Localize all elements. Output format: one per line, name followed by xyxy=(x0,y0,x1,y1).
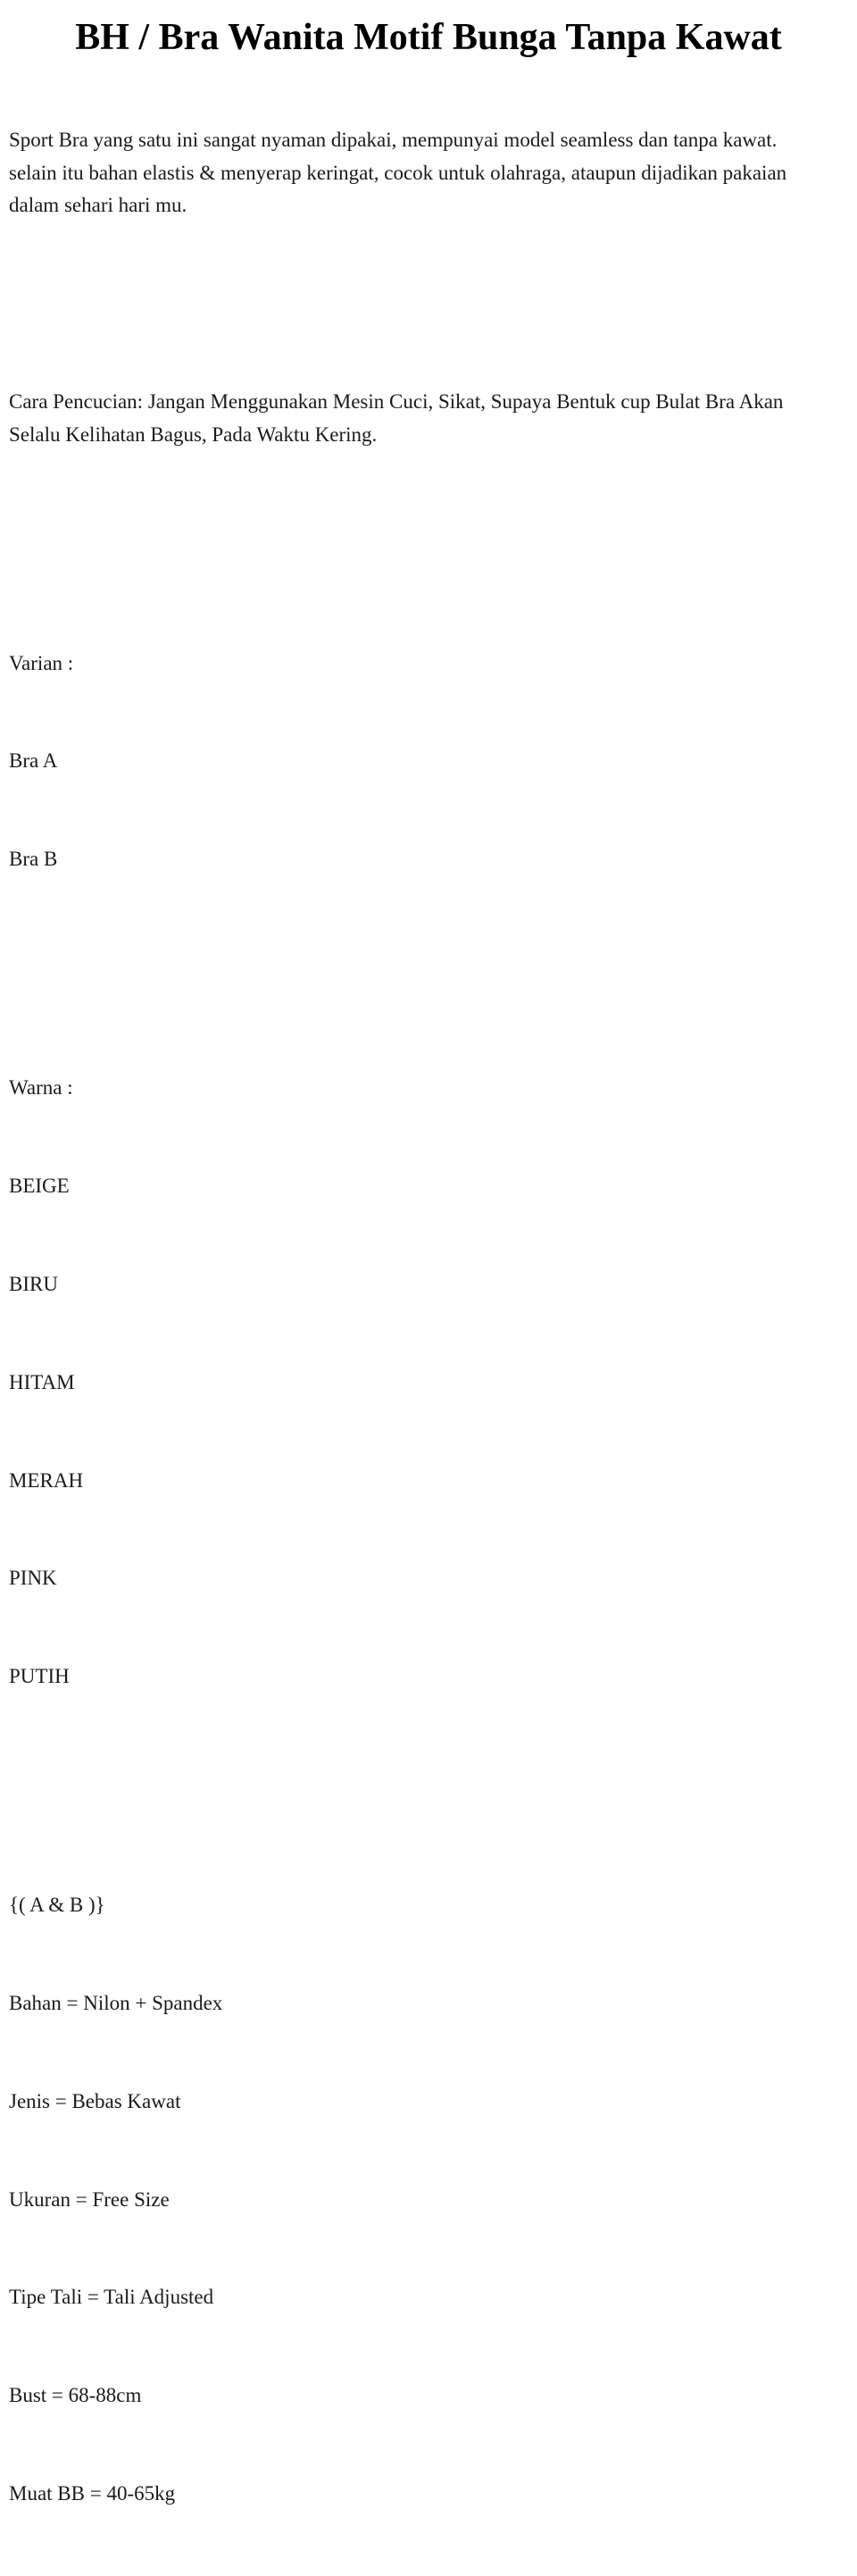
specs-heading: {( A & B )} xyxy=(9,1894,105,1917)
spec-item: Jenis = Bebas Kawat xyxy=(9,2089,181,2112)
color-item: PUTIH xyxy=(9,1665,70,1688)
color-item: HITAM xyxy=(9,1370,75,1393)
description-body xyxy=(0,59,857,2576)
colors-heading: Warna : xyxy=(9,1076,73,1100)
spec-item: Bust = 68-88cm xyxy=(9,2384,142,2407)
blank-line xyxy=(9,288,848,321)
blank-line xyxy=(9,941,848,974)
variants-heading: Varian : xyxy=(9,651,74,674)
blank-line xyxy=(9,1759,848,1792)
variant-item: Bra B xyxy=(9,848,58,871)
page-title: BH / Bra Wanita Motif Bunga Tanpa Kawat xyxy=(75,17,782,58)
spec-item: Muat BB = 40-65kg xyxy=(9,2481,176,2505)
product-description: Sport Bra yang satu ini sangat nyaman dipakai, mempunyai model seamless dan tanpa kawat. selain itu bahan elastis & menyerap keringat, cocok untuk olahraga, ataupun dijadikan pakaian dalam sehari hari mu. xyxy=(9,129,792,217)
color-item: BIRU xyxy=(9,1272,58,1295)
color-item: BEIGE xyxy=(9,1175,70,1198)
blank-line xyxy=(9,516,848,549)
color-item: MERAH xyxy=(9,1468,84,1492)
color-item: PINK xyxy=(9,1567,57,1590)
washing-instructions: Cara Pencucian: Jangan Menggunakan Mesin Cuci, Sikat, Supaya Bentuk cup Bulat Bra Akan Selalu Kelihatan Bagus, Pada Waktu Kering. xyxy=(9,389,789,446)
spec-item: Ukuran = Free Size xyxy=(9,2187,170,2211)
variant-item: Bra A xyxy=(9,749,58,773)
spec-item: Tipe Tali = Tali Adjusted xyxy=(9,2286,214,2309)
spec-item: Bahan = Nilon + Spandex xyxy=(9,1992,223,2015)
